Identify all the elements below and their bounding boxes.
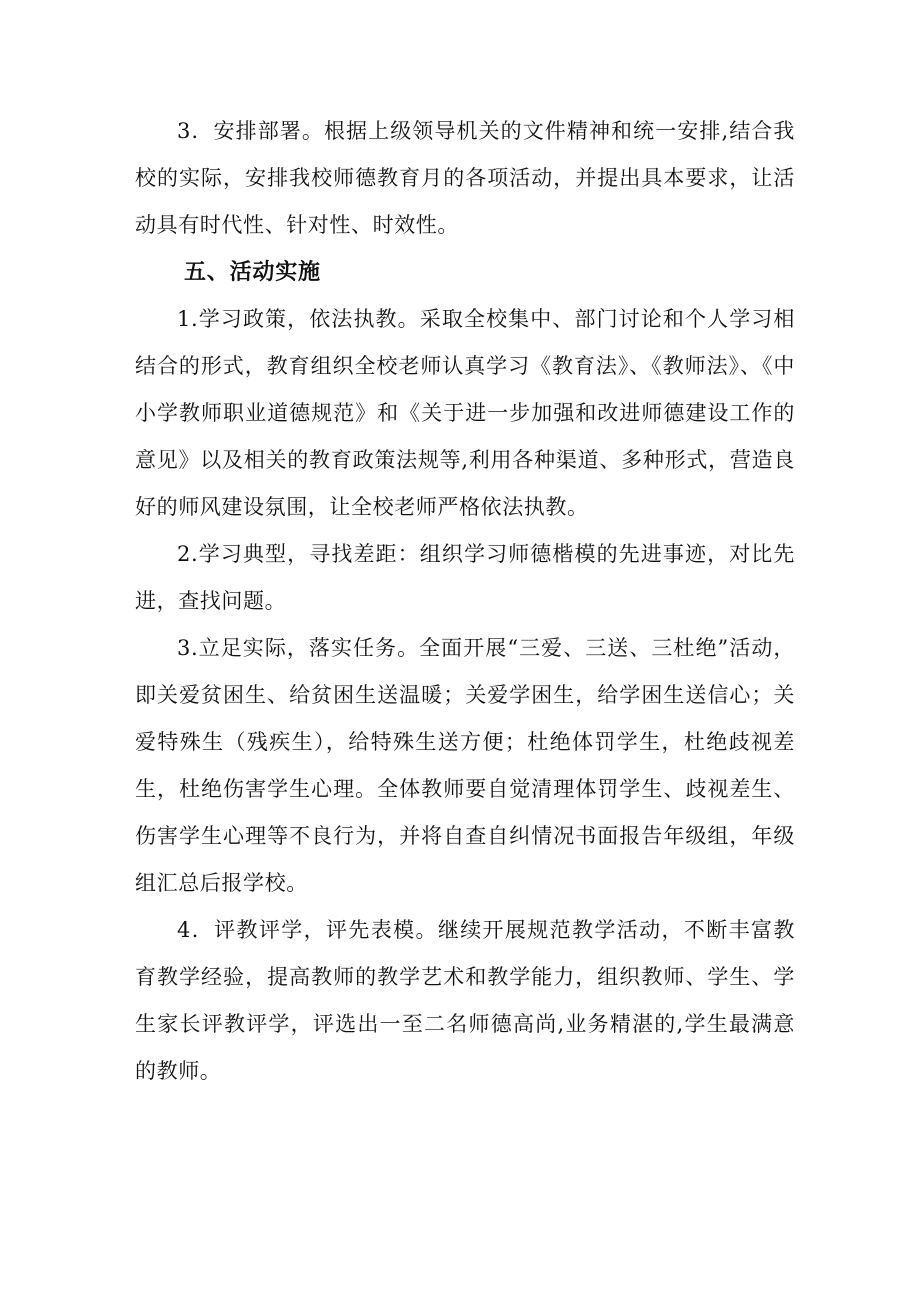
paragraph-evaluation: 4．评教评学，评先表模。继续开展规范教学活动，不断丰富教育教学经验，提高教师的教学艺术和教学能力，组织教师、学生、学生家长评教评学，评选出一至二名师德高尚,业务精湛的,学生最满意的教师。 — [135, 918, 795, 1083]
paragraph-study-policy: 1.学习政策，依法执教。采取全校集中、部门讨论和个人学习相结合的形式，教育组织全校老师认真学习《教育法》、《教师法》、《中小学教师职业道德规范》和《关于进一步加强和改进师德建设工作的意见》以及相关的教育政策法规等,利用各种渠道、多种形式，营造良好的师风建设氛围，让全校老师严格依法执教。 — [135, 307, 795, 519]
paragraph-arrangement: 3．安排部署。根据上级领导机关的文件精神和统一安排,结合我校的实际，安排我校师德教育月的各项活动，并提出具本要求，让活动具有时代性、针对性、时效性。 — [135, 119, 795, 237]
paragraph-study-models: 2.学习典型，寻找差距：组织学习师德楷模的先进事迹，对比先进，查找问题。 — [135, 542, 795, 613]
document-page — [135, 108, 795, 1095]
section-heading-activity-implementation: 五、活动实施 — [184, 260, 321, 285]
paragraph-implement-tasks: 3.立足实际，落实任务。全面开展“三爱、三送、三杜绝”活动，即关爱贫困生、给贫困生送温暖；关爱学困生，给学困生送信心；关爱特殊生（残疾生），给特殊生送方便；杜绝体罚学生，杜绝歧视差生，杜绝伤害学生心理。全体教师要自觉清理体罚学生、歧视差生、伤害学生心理等不良行为，并将自查自纠情况书面报告年级组，年级组汇总后报学校。 — [135, 636, 795, 895]
